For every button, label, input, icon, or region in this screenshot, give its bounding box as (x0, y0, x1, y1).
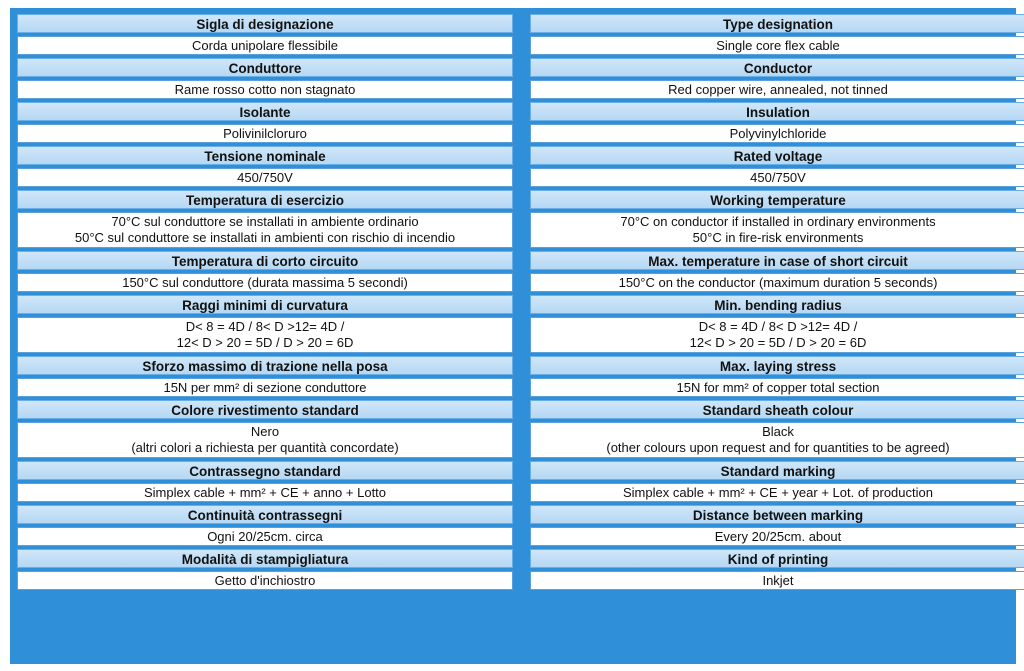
english-spec-value-line: 12< D > 20 = 5D / D > 20 = 6D (689, 335, 867, 350)
english-spec-value (530, 80, 1024, 99)
english-spec-value (530, 168, 1024, 187)
italian-spec-block (17, 146, 513, 187)
italian-spec-value (17, 36, 513, 55)
italian-spec-value (17, 422, 513, 458)
english-spec-value-line: Polyvinylchloride (729, 126, 827, 141)
italian-spec-header: Raggi minimi di curvatura (17, 295, 513, 314)
italian-spec-value-line: Rame rosso cotto non stagnato (174, 82, 356, 97)
italian-spec-block (17, 356, 513, 397)
english-spec-block (530, 102, 1024, 143)
italian-spec-block (17, 461, 513, 502)
english-spec-value-line: Every 20/25cm. about (714, 529, 842, 544)
english-spec-header: Rated voltage (530, 146, 1024, 165)
english-spec-value (530, 273, 1024, 292)
english-spec-value (530, 527, 1024, 546)
english-spec-header: Standard sheath colour (530, 400, 1024, 419)
italian-spec-header: Colore rivestimento standard (17, 400, 513, 419)
italian-spec-value (17, 483, 513, 502)
italian-spec-header: Conduttore (17, 58, 513, 77)
italian-spec-value (17, 378, 513, 397)
english-spec-value (530, 483, 1024, 502)
english-spec-value (530, 422, 1024, 458)
italian-spec-value (17, 168, 513, 187)
italian-spec-value-line: 50°C sul conduttore se installati in ambienti con rischio di incendio (74, 230, 456, 245)
english-spec-block (530, 461, 1024, 502)
italian-spec-value-line: Polivinilcloruro (223, 126, 307, 141)
english-spec-header: Working temperature (530, 190, 1024, 209)
italian-spec-header: Isolante (17, 102, 513, 121)
english-spec-value-line: Simplex cable + mm² + CE + year + Lot. of production (623, 485, 933, 500)
english-spec-header: Kind of printing (530, 549, 1024, 568)
english-spec-block (530, 549, 1024, 590)
italian-spec-value (17, 317, 513, 353)
italian-spec-header: Temperatura di esercizio (17, 190, 513, 209)
italian-spec-value (17, 212, 513, 248)
italian-spec-value-line: 450/750V (237, 170, 293, 185)
english-spec-block (530, 400, 1024, 458)
english-spec-value (530, 36, 1024, 55)
english-spec-value-line: 50°C in fire-risk environments (692, 230, 864, 245)
italian-spec-value-line: Corda unipolare flessibile (192, 38, 338, 53)
italian-spec-value (17, 273, 513, 292)
italian-column (17, 14, 513, 593)
english-spec-value-line: Black (762, 424, 794, 439)
english-spec-value-line: Inkjet (762, 573, 794, 588)
italian-spec-value-line: (altri colori a richiesta per quantità concordate) (131, 440, 399, 455)
english-spec-value-line: Single core flex cable (716, 38, 840, 53)
italian-spec-value (17, 124, 513, 143)
italian-spec-value-line: 70°C sul conduttore se installati in ambiente ordinario (111, 214, 419, 229)
italian-spec-block (17, 295, 513, 353)
italian-spec-header: Modalità di stampigliatura (17, 549, 513, 568)
italian-spec-value-line: Getto d'inchiostro (214, 573, 316, 588)
italian-spec-block (17, 190, 513, 248)
english-spec-value (530, 124, 1024, 143)
italian-spec-value-line: Ogni 20/25cm. circa (207, 529, 323, 544)
english-spec-value-line: D< 8 = 4D / 8< D >12= 4D / (698, 319, 858, 334)
italian-spec-header: Continuità contrassegni (17, 505, 513, 524)
italian-spec-block (17, 549, 513, 590)
spec-table (10, 8, 1016, 664)
english-spec-block (530, 505, 1024, 546)
english-spec-block (530, 14, 1024, 55)
english-spec-header: Max. laying stress (530, 356, 1024, 375)
italian-spec-block (17, 505, 513, 546)
english-spec-header: Distance between marking (530, 505, 1024, 524)
english-spec-header: Type designation (530, 14, 1024, 33)
italian-spec-value (17, 527, 513, 546)
italian-spec-block (17, 251, 513, 292)
english-spec-value-line: 70°C on conductor if installed in ordinary environments (620, 214, 936, 229)
english-spec-header: Insulation (530, 102, 1024, 121)
english-spec-value (530, 571, 1024, 590)
english-spec-value (530, 212, 1024, 248)
english-spec-value-line: 150°C on the conductor (maximum duration 5 seconds) (618, 275, 938, 290)
italian-spec-value (17, 571, 513, 590)
english-spec-block (530, 251, 1024, 292)
italian-spec-value-line: D< 8 = 4D / 8< D >12= 4D / (185, 319, 345, 334)
italian-spec-header: Contrassegno standard (17, 461, 513, 480)
english-spec-header: Max. temperature in case of short circuit (530, 251, 1024, 270)
italian-spec-header: Tensione nominale (17, 146, 513, 165)
english-spec-block (530, 146, 1024, 187)
italian-spec-header: Sforzo massimo di trazione nella posa (17, 356, 513, 375)
italian-spec-value-line: Simplex cable + mm² + CE + anno + Lotto (143, 485, 387, 500)
italian-spec-value-line: 150°C sul conduttore (durata massima 5 secondi) (122, 275, 408, 290)
english-column (530, 14, 1024, 593)
english-spec-value (530, 317, 1024, 353)
italian-spec-header: Temperatura di corto circuito (17, 251, 513, 270)
english-spec-header: Min. bending radius (530, 295, 1024, 314)
italian-spec-value-line: 12< D > 20 = 5D / D > 20 = 6D (176, 335, 354, 350)
italian-spec-header: Sigla di designazione (17, 14, 513, 33)
english-spec-block (530, 190, 1024, 248)
english-spec-header: Standard marking (530, 461, 1024, 480)
english-spec-block (530, 295, 1024, 353)
italian-spec-block (17, 102, 513, 143)
italian-spec-block (17, 14, 513, 55)
italian-spec-block (17, 58, 513, 99)
english-spec-value-line: (other colours upon request and for quantities to be agreed) (606, 440, 950, 455)
english-spec-header: Conductor (530, 58, 1024, 77)
english-spec-block (530, 356, 1024, 397)
italian-spec-block (17, 400, 513, 458)
italian-spec-value-line: Nero (250, 424, 280, 439)
english-spec-value-line: 450/750V (750, 170, 806, 185)
english-spec-block (530, 58, 1024, 99)
italian-spec-value-line: 15N per mm² di sezione conduttore (163, 380, 367, 395)
english-spec-value (530, 378, 1024, 397)
italian-spec-value (17, 80, 513, 99)
english-spec-value-line: Red copper wire, annealed, not tinned (668, 82, 888, 97)
english-spec-value-line: 15N for mm² of copper total section (676, 380, 880, 395)
